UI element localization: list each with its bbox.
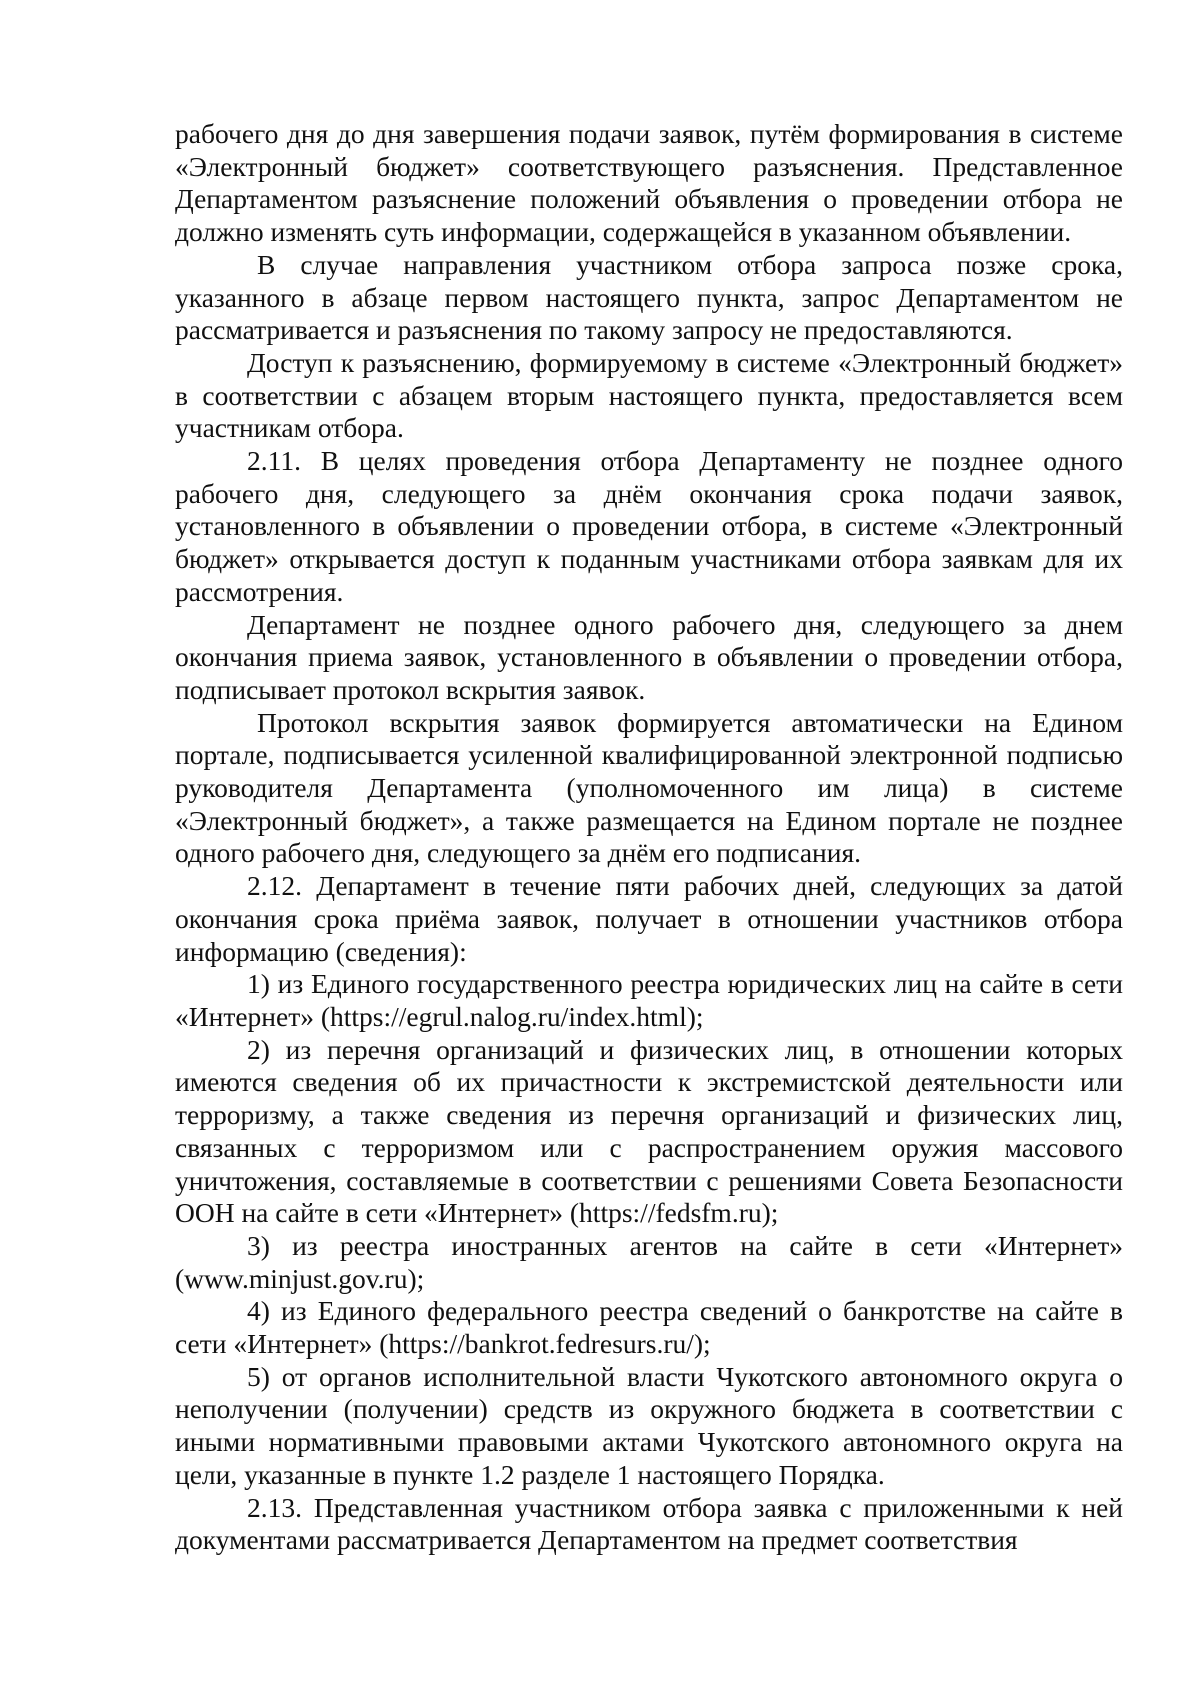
paragraph-2-13: 2.13. Представленная участником отбора заявка с приложенными к ней документами рассматривается Департаментом на предмет соответствия (175, 1491, 1123, 1556)
paragraph-clarification-access: Доступ к разъяснению, формируемому в системе «Электронный бюджет» в соответствии с абзацем вторым настоящего пункта, предоставляется всем участникам отбора. (175, 346, 1123, 444)
list-item-1: 1) из Единого государственного реестра юридических лиц на сайте в сети «Интернет» (https://egrul.nalog.ru/index.html); (175, 968, 1123, 1032)
paragraph-opening-protocol-signing: Департамент не позднее одного рабочего дня, следующего за днем окончания приема заявок, установленного в объявлении о проведении отбора, подписывает протокол вскрытия заявок. (175, 608, 1123, 705)
list-item-3: 3) из реестра иностранных агентов на сайте в сети «Интернет» (www.minjust.gov.ru); (175, 1229, 1123, 1294)
paragraph-clarification-deadline: рабочего дня до дня завершения подачи заявок, путём формирования в системе «Электронный бюджет» соответствующего разъяснения. Представленное Департаментом разъяснение положений объявления о проведении отбора не должно изменять суть информации, содержащейся в указанном объявлении. (175, 118, 1123, 248)
list-item-2: 2) из перечня организаций и физических лиц, в отношении которых имеются сведения об их причастности к экстремистской деятельности или терроризму, а также сведения из перечня организаций и физических лиц, связанных с терроризмом или с распространением оружия массового уничтожения, составляемые в соответствии с решениями Совета Безопасности ООН на сайте в сети «Интернет» (https://fedsfm.ru); (175, 1033, 1123, 1229)
paragraph-late-request: В случае направления участником отбора запроса позже срока, указанного в абзаце первом настоящего пункта, запрос Департаментом не рассматривается и разъяснения по такому запросу не предоставляются. (175, 248, 1123, 346)
paragraph-opening-protocol-formation: Протокол вскрытия заявок формируется автоматически на Едином портале, подписывается усиленной квалифицированной электронной подписью руководителя Департамента (уполномоченного им лица) в системе «Электронный бюджет», а также размещается на Едином портале не позднее одного рабочего дня, следующего за днём его подписания. (175, 706, 1123, 869)
list-item-5: 5) от органов исполнительной власти Чукотского автономного округа о неполучении (получении) средств из окружного бюджета в соответствии с иными нормативными правовыми актами Чукотского автономного округа на цели, указанные в пункте 1.2 разделе 1 настоящего Порядка. (175, 1360, 1123, 1490)
paragraph-2-11: 2.11. В целях проведения отбора Департаменту не позднее одного рабочего дня, следующего за днём окончания срока подачи заявок, установленного в объявлении о проведении отбора, в системе «Электронный бюджет» открывается доступ к поданным участниками отбора заявкам для их рассмотрения. (175, 445, 1123, 607)
document-page (175, 118, 1123, 1557)
list-item-4: 4) из Единого федерального реестра сведений о банкротстве на сайте в сети «Интернет» (https://bankrot.fedresurs.ru/); (175, 1295, 1123, 1360)
paragraph-2-12: 2.12. Департамент в течение пяти рабочих дней, следующих за датой окончания срока приёма заявок, получает в отношении участников отбора информацию (сведения): (175, 870, 1123, 967)
